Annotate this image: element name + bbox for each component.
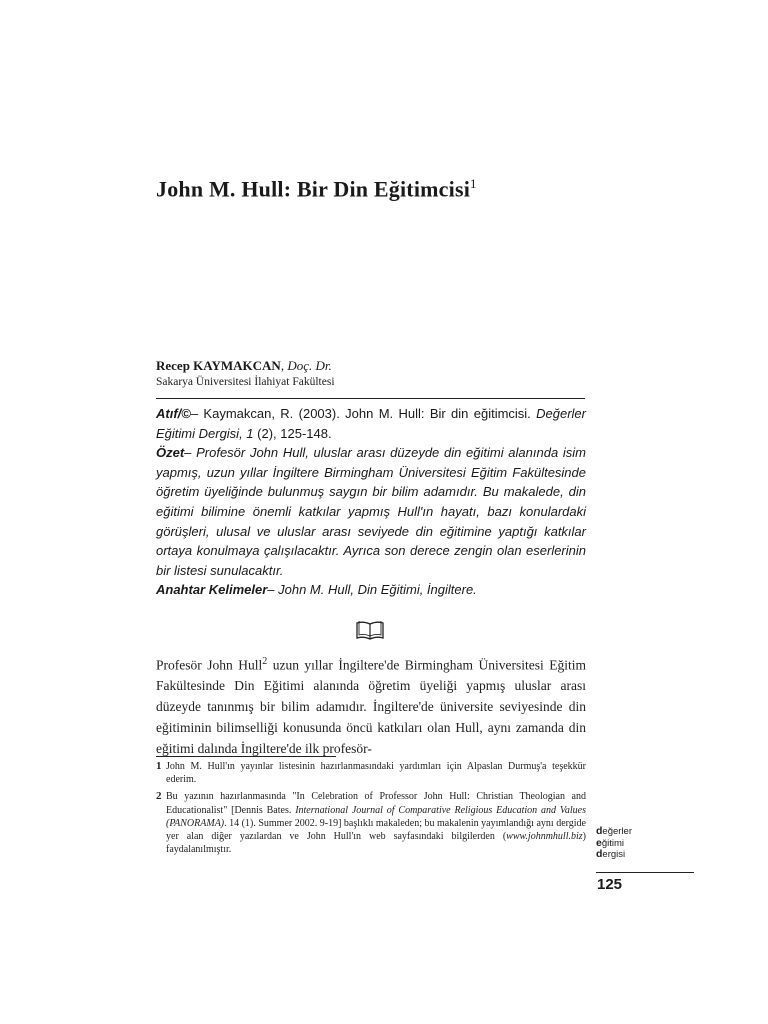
abstract-block bbox=[156, 404, 586, 600]
body-text-part1: Profesör John Hull bbox=[156, 657, 263, 673]
journal-logo-line-3: dergisi bbox=[596, 848, 626, 860]
author-line bbox=[156, 358, 606, 374]
footnote-number: 1 bbox=[156, 760, 162, 772]
journal-logo-line-1: değerler bbox=[596, 825, 632, 837]
abstract-divider bbox=[156, 398, 585, 399]
body-paragraph bbox=[156, 652, 586, 759]
author-degree: Doç. Dr. bbox=[287, 358, 332, 373]
open-book-icon bbox=[355, 618, 385, 642]
footnote-2 bbox=[156, 790, 586, 856]
footnote-text-e: ) faydalanılmıştır. bbox=[166, 831, 586, 856]
footnote-number: 2 bbox=[156, 790, 162, 803]
footnote-text: John M. Hull'ın yayınlar listesinin hazırlanmasındaki yardımları için Alpaslan Durmuş'a teşekkür ederim. bbox=[166, 761, 586, 786]
body-footnote-ref[interactable]: 2 bbox=[262, 656, 268, 667]
footnote-divider bbox=[156, 756, 336, 757]
body-text-part2: uzun yıllar İngiltere'de Birmingham Üniversitesi Eğitim Fakültesinde Din Eğitimi alanında öğretim üyeliği yapmış uluslar arası düzeyde tanınmış bir bilim adamıdır. İngiltere'de üniversite seviyesinde din eğitiminin bilimselliği konusunda öncü katkıları olan Hull, aynı zamanda din eğitimi dalında İngiltere'de ilk profesör- bbox=[156, 657, 586, 756]
citation-journal: Değerler Eğitimi Dergisi, 1 bbox=[156, 406, 586, 441]
citation-label: Atıf/© bbox=[156, 406, 191, 421]
journal-logo bbox=[596, 826, 686, 861]
footnote-text-a: Bu yazının hazırlanmasında "In Celebration of Professor John Hull: Christian Theologian and Educationalist" [Dennis Bates. bbox=[166, 791, 586, 816]
page-number: 125 bbox=[597, 876, 623, 893]
summary-label: Özet bbox=[156, 445, 185, 461]
footnote-text-c: . 14 (1). Summer 2002. 9-19] başlıklı makaleden; bu makalenin yayımlandığı aynı dergide yer alan diğer yazılardan ve John Hull'ın web sayfasındaki bilgilerden ( bbox=[166, 817, 586, 843]
citation-text: – Kaymakcan, R. (2003). John M. Hull: Bir din eğitimcisi. bbox=[190, 406, 537, 421]
footnote-website-link[interactable]: www.johnmhull.biz bbox=[506, 831, 583, 843]
author-name: Recep KAYMAKCAN bbox=[156, 358, 281, 373]
summary-text: – Profesör John Hull, uluslar arası düzeyde din eğitimi alanında isim yapmış, uzun yıllar İngiltere Birmingham Üniversitesi Eğitim Fakültesinde öğretim üyeliğinde bulunmuş saygın bir bilim adamıdır. Bu makalede, din eğitimi bilimine önemli katkılar yapmış Hull'ın hayatı, bazı konulardaki görüşleri, ulusal ve uluslar arası seviyede din eğitimine yaptığı katkılar ortaya konulmaya çalışılacaktır. Ayrıca son derece zengin olan eserlerinin bir listesi sunulacaktır. bbox=[156, 445, 586, 578]
article-title-text: John M. Hull: Bir Din Eğitimcisi bbox=[156, 176, 471, 202]
footnotes bbox=[156, 760, 586, 860]
footnote-text bbox=[166, 790, 586, 856]
author-affiliation: Sakarya Üniversitesi İlahiyat Fakültesi bbox=[156, 376, 335, 388]
citation-end: (2), 125-148. bbox=[253, 425, 332, 441]
keywords-text: – John M. Hull, Din Eğitimi, İngiltere. bbox=[267, 582, 477, 598]
footnote-1 bbox=[156, 760, 586, 786]
journal-logo-line-2: eğitimi bbox=[596, 836, 625, 849]
article-title bbox=[156, 176, 656, 202]
keywords-label: Anahtar Kelimeler bbox=[156, 582, 268, 598]
footnote-journal-title: International Journal of Comparative Religious Education and Values (PANORAMA) bbox=[166, 804, 586, 829]
page-number-rule bbox=[596, 872, 694, 873]
title-footnote-ref[interactable]: 1 bbox=[470, 176, 477, 191]
author-separator: , bbox=[280, 358, 285, 373]
